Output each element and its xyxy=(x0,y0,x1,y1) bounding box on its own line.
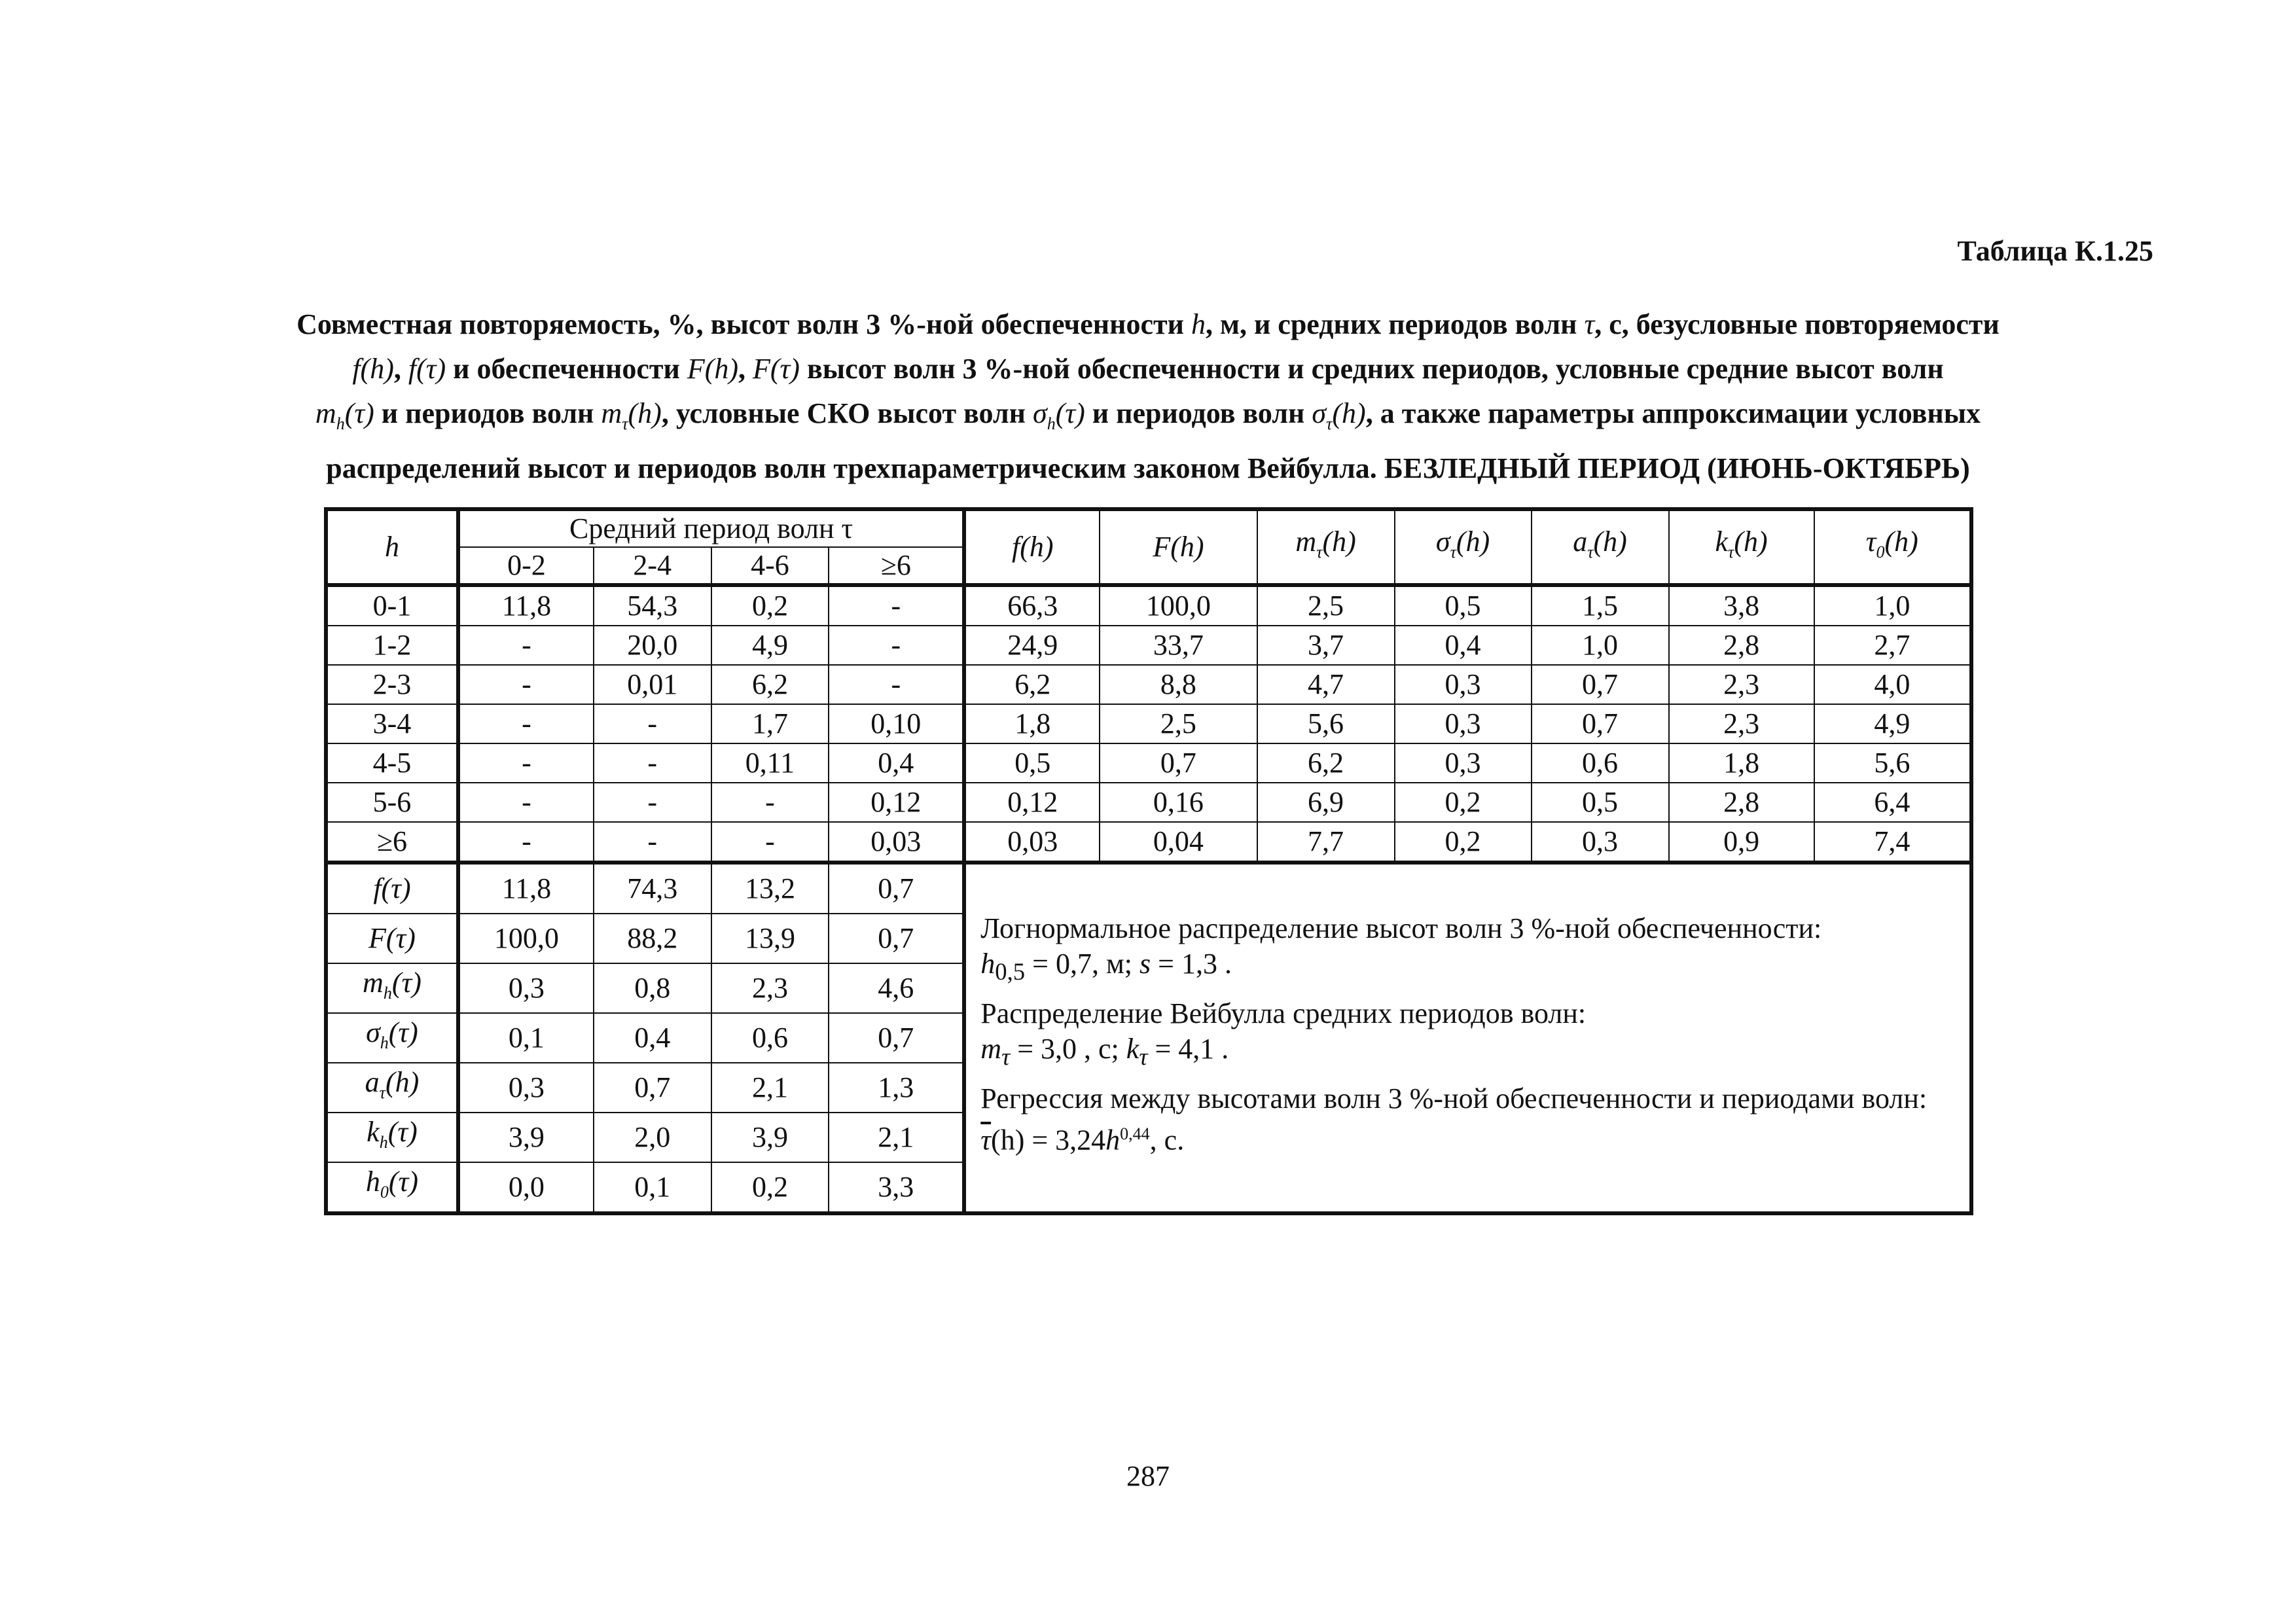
column-header: $\tau_0(h)$ xyxy=(1814,509,1971,585)
statistic-cell: 66,3 xyxy=(964,585,1100,626)
h-range-cell: 2-3 xyxy=(326,665,458,704)
lower-value-cell: 0,4 xyxy=(594,1013,711,1063)
wave-statistics-table xyxy=(324,507,1973,1215)
statistic-cell: 3,7 xyxy=(1257,626,1395,665)
lower-table-row xyxy=(326,863,1971,914)
frequency-cell: 4,9 xyxy=(711,626,829,665)
statistic-cell: 0,6 xyxy=(1532,743,1669,783)
caption-symbol: τ xyxy=(1584,308,1595,340)
statistic-cell: 0,3 xyxy=(1395,743,1532,783)
statistic-cell: 0,2 xyxy=(1395,783,1532,822)
statistic-cell: 0,12 xyxy=(964,783,1100,822)
statistic-cell: 0,9 xyxy=(1669,822,1814,863)
statistic-cell: 2,8 xyxy=(1669,783,1814,822)
h-range-cell: 0-1 xyxy=(326,585,458,626)
lower-value-cell: 2,0 xyxy=(594,1113,711,1162)
caption-symbol: F(h) xyxy=(687,353,739,385)
table-row xyxy=(326,665,1971,704)
statistic-cell: 5,6 xyxy=(1814,743,1971,783)
lower-value-cell: 0,3 xyxy=(458,1063,594,1113)
statistic-cell: 2,5 xyxy=(1100,704,1257,743)
statistic-cell: 0,03 xyxy=(964,822,1100,863)
table-row xyxy=(326,822,1971,863)
header-row xyxy=(326,509,1971,547)
lower-value-cell: 88,2 xyxy=(594,914,711,963)
frequency-cell: - xyxy=(829,626,964,665)
statistic-cell: 33,7 xyxy=(1100,626,1257,665)
statistic-cell: 7,4 xyxy=(1814,822,1971,863)
period-column-header: ≥6 xyxy=(829,547,964,585)
statistic-cell: 0,3 xyxy=(1532,822,1669,863)
lower-value-cell: 0,0 xyxy=(458,1162,594,1213)
statistic-cell: 0,4 xyxy=(1395,626,1532,665)
statistic-cell: 0,7 xyxy=(1100,743,1257,783)
statistic-cell: 0,5 xyxy=(964,743,1100,783)
lower-value-cell: 0,2 xyxy=(711,1162,829,1213)
table-row xyxy=(326,704,1971,743)
caption-text: и периодов волн xyxy=(1085,397,1312,429)
frequency-cell: - xyxy=(458,822,594,863)
statistic-cell: 0,16 xyxy=(1100,783,1257,822)
row-symbol-cell: $a_\tau(h)$ xyxy=(326,1063,458,1113)
caption-text: , а также параметры аппроксимации условных xyxy=(1365,397,1981,429)
column-header: $\sigma_\tau(h)$ xyxy=(1395,509,1532,585)
frequency-cell: - xyxy=(458,626,594,665)
statistic-cell: 2,7 xyxy=(1814,626,1971,665)
lower-value-cell: 0,1 xyxy=(594,1162,711,1213)
statistic-cell: 2,3 xyxy=(1669,665,1814,704)
caption-symbol: $\sigma_\tau(h)$ xyxy=(1312,397,1366,433)
lower-value-cell: 1,3 xyxy=(829,1063,964,1113)
frequency-cell: - xyxy=(711,783,829,822)
statistic-cell: 0,3 xyxy=(1395,665,1532,704)
caption-symbol: h xyxy=(1191,308,1206,340)
lower-value-cell: 13,2 xyxy=(711,863,829,914)
statistic-cell: 0,5 xyxy=(1532,783,1669,822)
column-header: f(h) xyxy=(964,509,1100,585)
h-range-cell: ≥6 xyxy=(326,822,458,863)
lower-value-cell: 100,0 xyxy=(458,914,594,963)
period-column-header: 0-2 xyxy=(458,547,594,585)
row-symbol-cell: $m_h(\tau)$ xyxy=(326,963,458,1013)
frequency-cell: - xyxy=(594,743,711,783)
row-symbol-cell: $h_0(\tau)$ xyxy=(326,1162,458,1213)
caption-symbol: $m_\tau(h)$ xyxy=(601,397,662,433)
row-symbol-cell: f(τ) xyxy=(326,863,458,914)
caption-text: и обеспеченности xyxy=(446,353,687,385)
column-header: $m_\tau(h)$ xyxy=(1257,509,1395,585)
lower-value-cell: 3,3 xyxy=(829,1162,964,1213)
frequency-cell: - xyxy=(594,704,711,743)
statistic-cell: 6,2 xyxy=(1257,743,1395,783)
caption-line-3 xyxy=(131,391,2165,446)
frequency-cell: 0,01 xyxy=(594,665,711,704)
statistic-cell: 6,4 xyxy=(1814,783,1971,822)
row-symbol-cell: F(τ) xyxy=(326,914,458,963)
statistic-cell: 0,7 xyxy=(1532,704,1669,743)
table-row xyxy=(326,783,1971,822)
table-label: Таблица К.1.25 xyxy=(1957,235,2153,267)
caption-text: Совместная повторяемость, %, высот волн 3 %-ной обеспеченности xyxy=(296,308,1191,340)
statistic-cell: 1,8 xyxy=(964,704,1100,743)
frequency-cell: - xyxy=(594,822,711,863)
statistic-cell: 1,0 xyxy=(1532,626,1669,665)
caption-text: , с, безусловные повторяемости xyxy=(1594,308,2000,340)
table-row xyxy=(326,626,1971,665)
lower-value-cell: 74,3 xyxy=(594,863,711,914)
statistic-cell: 8,8 xyxy=(1100,665,1257,704)
frequency-cell: - xyxy=(594,783,711,822)
h-range-cell: 1-2 xyxy=(326,626,458,665)
h-range-cell: 3-4 xyxy=(326,704,458,743)
frequency-cell: 6,2 xyxy=(711,665,829,704)
frequency-cell: - xyxy=(458,743,594,783)
statistic-cell: 5,6 xyxy=(1257,704,1395,743)
lower-value-cell: 0,7 xyxy=(829,1013,964,1063)
h-header: h xyxy=(326,509,458,585)
lower-value-cell: 3,9 xyxy=(458,1113,594,1162)
statistic-cell: 2,5 xyxy=(1257,585,1395,626)
statistic-cell: 2,8 xyxy=(1669,626,1814,665)
frequency-cell: - xyxy=(711,822,829,863)
frequency-cell: 0,11 xyxy=(711,743,829,783)
caption-text: и периодов волн xyxy=(374,397,601,429)
statistic-cell: 6,9 xyxy=(1257,783,1395,822)
period-group-header: Средний период волн τ xyxy=(458,509,964,547)
caption-symbol: F(τ) xyxy=(753,353,800,385)
frequency-cell: 1,7 xyxy=(711,704,829,743)
caption-text: , условные СКО высот волн xyxy=(661,397,1033,429)
frequency-cell: - xyxy=(458,704,594,743)
statistic-cell: 100,0 xyxy=(1100,585,1257,626)
note-weibull: Распределение Вейбулла средних периодов волн: $m_\tau = 3,0$ , с; $k_\tau = 4,1$ . xyxy=(980,997,1587,1070)
statistic-cell: 6,2 xyxy=(964,665,1100,704)
statistic-cell: 1,0 xyxy=(1814,585,1971,626)
caption-line-4: распределений высот и периодов волн трехпараметрическим законом Вейбулла. БЕЗЛЕДНЫЙ ПЕРИОД (ИЮНЬ-ОКТЯБРЬ) xyxy=(326,452,1970,484)
period-column-header: 2-4 xyxy=(594,547,711,585)
table-caption xyxy=(131,302,2165,491)
h-range-cell: 4-5 xyxy=(326,743,458,783)
table-row xyxy=(326,585,1971,626)
lower-value-cell: 2,1 xyxy=(829,1113,964,1162)
caption-symbol: $\sigma_h(\tau)$ xyxy=(1032,397,1085,433)
lower-value-cell: 2,3 xyxy=(711,963,829,1013)
lower-value-cell: 0,3 xyxy=(458,963,594,1013)
statistic-cell: 0,7 xyxy=(1532,665,1669,704)
caption-text: высот волн 3 %-ной обеспеченности и средних периодов, условные средние высот волн xyxy=(799,353,1944,385)
frequency-cell: - xyxy=(829,665,964,704)
note-lognormal: Логнормальное распределение высот волн 3 %-ной обеспеченности: $h_{0,5} = 0,7$, м; s = 1,3 . xyxy=(980,912,1822,986)
statistic-cell: 0,5 xyxy=(1395,585,1532,626)
note-regression: Регрессия между высотами волн 3 %-ной обеспеченности и периодами волн: $\overline{\tau}(h) = 3,24h^{0,44}$, с. xyxy=(980,1082,1928,1156)
frequency-cell: 0,2 xyxy=(711,585,829,626)
caption-text: , м, и средних периодов волн xyxy=(1205,308,1585,340)
column-header: $a_\tau(h)$ xyxy=(1532,509,1669,585)
statistic-cell: 2,3 xyxy=(1669,704,1814,743)
lower-value-cell: 0,7 xyxy=(829,914,964,963)
statistic-cell: 4,7 xyxy=(1257,665,1395,704)
frequency-cell: 20,0 xyxy=(594,626,711,665)
h-range-cell: 5-6 xyxy=(326,783,458,822)
row-symbol-cell: $k_h(\tau)$ xyxy=(326,1113,458,1162)
caption-symbol: f(τ) xyxy=(408,353,446,385)
caption-symbol: f(h) xyxy=(352,353,394,385)
frequency-cell: - xyxy=(829,585,964,626)
notes-cell xyxy=(964,863,1971,1213)
frequency-cell: 0,4 xyxy=(829,743,964,783)
frequency-cell: 11,8 xyxy=(458,585,594,626)
lower-value-cell: 2,1 xyxy=(711,1063,829,1113)
table-row xyxy=(326,743,1971,783)
statistic-cell: 1,8 xyxy=(1669,743,1814,783)
period-column-header: 4-6 xyxy=(711,547,829,585)
frequency-cell: 0,10 xyxy=(829,704,964,743)
lower-value-cell: 3,9 xyxy=(711,1113,829,1162)
lower-value-cell: 0,7 xyxy=(594,1063,711,1113)
lower-value-cell: 13,9 xyxy=(711,914,829,963)
caption-line-1 xyxy=(131,302,2165,347)
statistic-cell: 4,9 xyxy=(1814,704,1971,743)
frequency-cell: - xyxy=(458,665,594,704)
statistic-cell: 7,7 xyxy=(1257,822,1395,863)
statistic-cell: 1,5 xyxy=(1532,585,1669,626)
caption-symbol: $m_h(\tau)$ xyxy=(315,397,374,433)
frequency-cell: 0,03 xyxy=(829,822,964,863)
lower-value-cell: 0,7 xyxy=(829,863,964,914)
page-number: 287 xyxy=(1126,1460,1170,1492)
frequency-cell: 0,12 xyxy=(829,783,964,822)
statistic-cell: 4,0 xyxy=(1814,665,1971,704)
column-header: F(h) xyxy=(1100,509,1257,585)
row-symbol-cell: $\sigma_h(\tau)$ xyxy=(326,1013,458,1063)
column-header: $k_\tau(h)$ xyxy=(1669,509,1814,585)
statistic-cell: 0,3 xyxy=(1395,704,1532,743)
lower-value-cell: 0,6 xyxy=(711,1013,829,1063)
caption-line-2: f(h), f(τ) и обеспеченности F(h), F(τ) высот волн 3 %-ной обеспеченности и средних периодов, условные средние высот волн xyxy=(352,353,1944,385)
statistic-cell: 3,8 xyxy=(1669,585,1814,626)
frequency-cell: 54,3 xyxy=(594,585,711,626)
frequency-cell: - xyxy=(458,783,594,822)
lower-value-cell: 4,6 xyxy=(829,963,964,1013)
statistic-cell: 24,9 xyxy=(964,626,1100,665)
lower-value-cell: 0,8 xyxy=(594,963,711,1013)
statistic-cell: 0,2 xyxy=(1395,822,1532,863)
lower-value-cell: 0,1 xyxy=(458,1013,594,1063)
statistic-cell: 0,04 xyxy=(1100,822,1257,863)
lower-value-cell: 11,8 xyxy=(458,863,594,914)
